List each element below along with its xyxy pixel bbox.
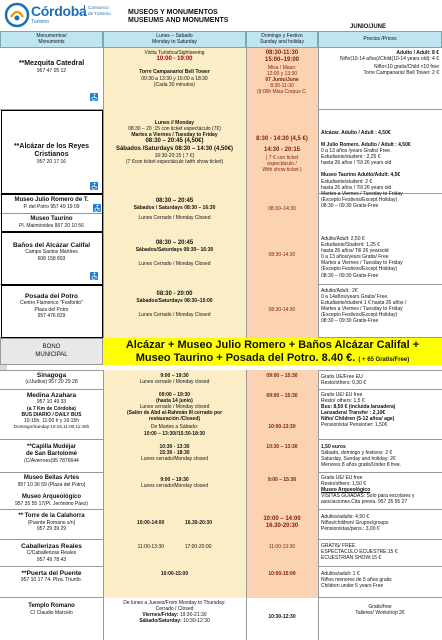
banos-wk-line: Lunes Cerrado / Monday Closed [138,261,211,268]
caballerizas-addr: C/Caballerizas Reales [26,550,77,557]
bellas-price-line: Museo Arqueológico [321,487,371,494]
col-header-monuments-en: Monuments [38,38,65,45]
posada-weekday-cell [103,285,246,338]
banos-price-line: Estudiante/Student: 1,25 € [321,242,380,249]
banos-sun-line: 08:30-14:30 [268,252,296,258]
calahorra-weekday-cell [103,510,246,540]
julio-name: Museo Julio Romero de T. [14,197,89,203]
templo-wk-line: Cerrado / Closed [155,606,194,613]
capilla-sun-line: 10:30 – 13:30 [266,444,298,450]
posada-addr2: Plaza del Potro [34,306,69,313]
posada-price-line: Martes a Viernes / Tuesday to Friday [321,306,403,313]
banos-addr: Campo Santos Mártires [25,249,78,256]
capilla-name-cell [0,440,103,473]
banos-price-line: Adulto/Adult: 2,50 € [321,236,365,242]
bono-label-2: MUNICIPAL [35,351,68,358]
alcazar-price-line: hasta 26 años / Till 26 years old [321,160,392,167]
posada-price-cell [318,285,442,338]
banos-price-cell [318,232,442,285]
arqueologico-name: Museo Arqueológico [21,493,82,500]
templo-wk-line: Viernes/Friday: [142,612,179,619]
logo-word: Córdoba [31,3,87,19]
alcazar-price-cell [318,110,442,230]
templo-sunday-cell [246,598,318,640]
title-es: MUSEOS Y MONUMENTOS [128,9,218,16]
alcazar-price-line: Estudiante/student: 2 € [321,178,373,185]
medina-name-cell [0,390,103,440]
mezquita-wk-hours: 10:00 - 19:00 [156,56,193,63]
banos-sunday-cell [246,232,318,285]
col-header-prices-label: Precios /Prices [363,35,397,42]
mezquita-weekday-cell [103,48,246,110]
mezquita-phone: 957 47 05 12 [36,68,67,75]
bono-text-cell [103,338,442,365]
capilla-price-line: 1,50 euros [321,444,346,450]
sinagoga-name: Sinagoga [36,372,67,379]
banos-price-line: (Excepto Festivos/Except Holiday) [321,266,398,273]
alcazar-wk-line: 08:30 – 20:45 (4,50€) [145,138,204,145]
caballerizas-price-line: ESPECTACULO ECUESTRE:15 € [321,549,398,556]
bellas-weekday-cell [103,473,246,510]
caballerizas-wk-morning: 11:00-13:30 [137,544,164,550]
alcazar-wk-line: 16:30-20:15 ( 7 €) [154,152,195,159]
templo-wk-line: 19:30-21:30 [179,612,207,619]
bellas-name: Museo Bellas Artes [23,475,80,481]
caballerizas-wk-afternoon: 17:00-20:00 [184,544,212,550]
bono-text: Alcázar + Museo Julio Romero + Baños Alcázar Califal + Museo Taurino + Posada del Potro. 8.40 €. [125,339,420,365]
caballerizas-name: Caballerizas Reales [21,543,82,550]
calahorra-price-cell [318,510,442,540]
alcazar-sun-line: 14:30 - 20:15 [263,147,301,154]
wheelchair-access-icon [93,204,101,212]
banos-price-line: 0 a 13 años/years Gratis/ Free [321,254,389,261]
capilla-name-2: de San Bartolomé [25,450,77,457]
mezquita-sun-line: 15:00–19:00 [264,57,300,64]
alcazar-price-line: hasta 26 años / Till 26 years old [321,184,392,191]
medina-price-line: Pensionista/ Pensioner: 1,50€ [321,422,388,429]
banos-price-line: Martes a Viernes / Tuesday to Friday [321,260,403,267]
calahorra-addr: (Puente Romano s/n) [27,519,76,526]
alcazar-name: **Alcázar de los Reyes Cristianos [13,143,90,159]
posada-addr: Centro Flamenco "Fosforito" [20,300,83,307]
medina-wk-line: (hasta 14 junio) [156,398,193,405]
sinagoga-price-cell [318,370,442,390]
templo-name-cell [0,598,103,640]
mezquita-name: **Mezquita Catedral [18,60,85,67]
medina-wk-line: (Salón de Abd al-Rahmán III cerrado por [126,410,223,417]
posada-price-line: Estudiante/student 1 € hasta 26 años / [321,300,407,307]
posada-name: Posada del Potro [24,293,79,300]
puerta-price-line: Niños menores de 5 años gratis [321,577,392,584]
caballerizas-name-cell [0,540,103,567]
sinagoga-wk-line: 9:00 – 19:30 [160,373,189,379]
mezquita-wk-line: Visita Turística/Sightseeing [144,50,205,56]
alcazar-price-line: Alcázar. Adulto / Adult : 4,50€ [321,130,391,136]
wheelchair-access-icon [90,272,98,280]
medina-bus-title: BUS DIARIO / DAILY BUS [21,411,82,418]
mezquita-sun-line: 08:30-11:30 [265,50,299,56]
mezquita-sun-line: Misa / Mass: [267,64,297,71]
templo-name: Templo Romano [28,603,75,609]
posada-phone: 957 476 829 [37,312,66,319]
title-en: MUSEUMS AND MONUMENTS [128,16,229,24]
sinagoga-wk-line: Lunes cerrado / Monday closed [139,379,210,386]
calahorra-wk-afternoon: 16.30-20:30 [185,520,212,526]
sinagoga-name-cell [0,370,103,390]
posada-price-line: 0 a 14años/years Gratis/ Free. [321,294,389,301]
alcazar-price-line: M Julio Romero. Adulto / Adult : 4,50€ [321,142,411,149]
banos-wk-line: 08:30 – 20:45 [155,240,194,246]
mezquita-sun-line: 12:00 y 13:30 [266,70,298,77]
banos-price-line: 08:30 – 09:30 Gratis-Free [321,272,379,279]
medina-sun-line: 10:00-13:30 [268,424,296,431]
mezquita-price-line: Adulto / Adult: 8 € [396,50,439,56]
caballerizas-phone: 957 49 78 43 [36,556,67,563]
medina-bus-sunday: Domingo/Sunday:10:15,11:00,11:45h [13,423,90,429]
templo-weekday-cell [103,598,246,640]
arqueologico-phone: 957 35 55 17(Pl. Jerónimo Páez) [14,500,89,507]
posada-wk-line: Lunes Cerrado / Monday Closed [138,312,211,319]
mezquita-price-line: Torre Campanario/ Bell Tower: 2 € [363,70,439,77]
col-header-weekday-en: Monday to Saturday [152,38,197,45]
calahorra-price-line: Niños/children/ Grupos/groups [321,520,389,527]
logo-tag: Turismo [31,19,49,25]
banos-name: Baños del Alcázar Califal [12,242,91,249]
medina-price-line: Gratis UE/ EU free [321,392,363,398]
grid-line [103,48,104,338]
puerta-price-line: Children under 5 years Free [321,583,384,590]
mezquita-wk-tower-hours: 09:30 a 13:30 y 16:00 a 18:30 [141,75,208,82]
posada-price-line: Adulto/Adult.: 2€ [321,288,358,294]
medina-price-cell [318,390,442,440]
bono-label-1: BONO [42,344,61,350]
bellas-price-line: Resto/others: 1,50 € [321,481,367,488]
taurino-addr: Pl. Maimónides 957 20 10 56 [19,222,84,229]
alcazar-wk-line: 08:30 – 14:30 (4,50€) [174,145,234,152]
templo-wk-line: 10:30-12:30 [183,618,210,625]
taurino-sunday-cell [246,194,318,232]
banos-phone: 608 158 893 [37,255,66,262]
medina-sunday-cell [246,390,318,440]
mezquita-sunday-cell [246,48,318,110]
caballerizas-sun-line: 11:00-13:30 [268,544,296,550]
bono-free: ( + 65 Gratis/Free) [358,357,410,364]
mezquita-wk-tower: Torre Campanario/ Bell Tower [139,69,210,76]
mezquita-sun-line: (9:00h Misa Corpus C. [256,89,308,95]
medina-bus-times: 10:15h, 11:00 h y 16:15h [24,417,79,424]
posada-price-line: 08:30 – 09:30 Gratis-Free [321,318,379,325]
caballerizas-sunday-cell [246,540,318,567]
bono-label [0,338,103,365]
templo-price-line: Gratis/free [368,604,392,610]
grid-line [103,370,104,640]
alcazar-phone: 957 20 17 16 [36,159,67,166]
taurino-weekday-cell [103,194,246,232]
bellas-price-line: Gratis UE/ EU free [321,475,363,481]
alcazar-name-cell [0,110,103,194]
templo-price-cell [318,598,442,640]
mezquita-price-cell [318,48,442,110]
sinagoga-sunday-cell [246,370,318,390]
calahorra-sun-line: 10:00 – 14:00 [263,516,301,522]
capilla-price-line: Sábado, domingo y festivos: 2 € [321,450,393,457]
banos-price-line: hasta 26 años/ Till 26 yearsold [321,248,389,255]
capilla-price-line: Menores 8 años gratis/Under 8 free. [321,462,402,469]
alcazar-wk-line: Sábados /Saturdays [115,145,174,152]
banos-wk-line: Sábados/Saturdays 08:30– 16:30 [135,247,214,254]
puerta-price-cell [318,567,442,598]
medina-name: Medina Azahara [26,392,77,399]
bellas-wk-line: 9:00 – 19:30 [160,477,189,483]
templo-addr: C/ Claudio Marcelo [30,609,73,616]
medina-price-line: Niño/ Children (5-12 años/ age) [321,416,395,423]
caballerizas-price-line: GRATIS/ FREE [321,543,356,549]
caballerizas-price-line: ECUESTRIAN SHOW:15 € [321,555,382,562]
puerta-name-cell [0,567,103,598]
col-header-sunday [246,31,318,48]
posada-price-line: (Excepto Festivos/Except Holiday) [321,312,398,319]
bellas-sunday-cell [246,473,318,510]
taurino-wk-line: Sábados / Saturdays 08:30 – 16:30 [133,205,216,212]
puerta-wk-line: 10:00-15:00 [160,571,189,577]
taurino-wk-line: Lunes Cerrado / Monday Closed [138,215,211,222]
alcazar-wk-line: Martes a Viernes / Tuesday to Friday [131,132,218,139]
mezquita-wk-tower-freq: (Cada 30 minutos) [153,81,196,88]
mezquita-price-line: Niño<10 gratis/Child <10 free [373,64,439,71]
puerta-sun-line: 10:00-15:00 [268,571,296,577]
caballerizas-weekday-cell [103,540,246,567]
bellas-price-line: asociaciones.Cita previa. 957 35 55 27 [321,499,408,506]
alcazar-sunday-cell [246,110,318,194]
capilla-weekday-cell [103,440,246,473]
puerta-price-line: Adultos/adult: 1 € [321,571,360,577]
calahorra-name-cell [0,510,103,540]
mezquita-price-line: Niño(10-14 años)/Child(10-14 years old): 4 € [340,56,439,63]
grid-line [246,370,247,640]
medina-weekday-cell [103,390,246,440]
capilla-phone: (C/Averroes)95 7876644 [24,457,79,464]
medina-phone: 957 10 49 33 [36,399,67,406]
grid-line [318,48,319,338]
calahorra-price-line: Pensionistas/pens.: 3,00 € [321,526,380,533]
templo-wk-line: Sábado/Saturday: [139,618,182,625]
banos-name-cell [0,232,103,285]
puerta-phone: 957 10 17 74. Plza. Triunfo. [20,577,83,584]
puerta-weekday-cell [103,567,246,598]
calahorra-sunday-cell [246,510,318,540]
alcazar-price-line: Estudiante/student : 2,25 € [321,154,381,161]
caballerizas-price-cell [318,540,442,567]
julio-addr: P. del Potro 957 49 19 09 [23,203,80,210]
calahorra-sun-line: 16.30-20:30 [265,523,299,530]
puerta-name: **Puerta del Puente [21,570,82,577]
medina-price-line: Resto/ others: 1,5 € [321,398,365,405]
puerta-sunday-cell [246,567,318,598]
medina-price-line: Lanzadera/ Transfer : 2,10€ [321,410,386,417]
posada-wk-line: 08:30 - 20:00 [156,291,193,297]
cordoba-logo-icon [4,2,30,28]
alcazar-sun-line: ( 7 € con ticket [265,154,299,161]
capilla-price-cell [318,440,442,473]
alcazar-price-line: Museo Taurino Adulto/Adult: 4,5€ [321,172,401,179]
sinagoga-price-line: Resto/others: 0,30 € [321,380,367,387]
alcazar-sun-line: espectáculo / [267,160,297,167]
col-header-monuments [0,31,103,48]
capilla-wk-line: Lunes cerrado/Monday closed [141,456,208,463]
mezquita-sun-line: 8:30-11:30 [270,82,294,89]
alcazar-sun-line: With show ticket ) [262,166,302,173]
banos-weekday-cell [103,232,246,285]
alcazar-price-line: 0 a 13 años /years Gratis/ Free. [321,148,392,155]
alcazar-sun-line: 8:30 - 14:30 (4,5 €) [256,136,308,142]
wheelchair-access-icon [90,93,98,101]
medina-sun-line: 09:00 – 15:30 [266,393,298,399]
wheelchair-access-icon [90,182,98,190]
capilla-name: **Capilla Mudéjar [26,444,76,450]
col-header-monuments-es: Monumentos/ [36,32,67,39]
bellas-wk-line: Lunes cerrado/Monday closed [141,483,208,490]
capilla-wk-line: 10:30 - 13:30 [159,444,190,450]
sinagoga-price-line: Gratis UE/Free EU [321,374,363,380]
header [0,0,442,31]
sinagoga-sun-line: 09:00 – 15:30 [266,373,298,379]
grid-line [318,370,319,640]
medina-wk-line: 10:00 – 13:30//15:30-18:30 [143,430,206,437]
calahorra-name: ** Torre de la Calahorra [18,513,85,519]
templo-wk-line: De lunes a Jueves/From Monday to Thursday: [123,600,226,606]
posada-wk-line: Sábados/Saturdays 08:30–15:00 [136,298,213,305]
month-label: JUNIO/JUNE [350,24,387,30]
posada-name-cell [0,285,103,338]
col-header-weekday-es: Lunes – Sabado [156,32,193,39]
bellas-price-line: VISITAS GUIADAS: Solo para escolares y [321,493,415,500]
julio-name-cell [0,194,103,213]
sinagoga-phone: (c/Judios) 957 20 29 28 [25,379,78,386]
col-header-weekday [103,31,246,48]
alcazar-wk-line: (7 €con ticket espectáculo /with show ticket) [125,159,224,165]
medina-km: (a 7 Km de Córdoba) [27,405,76,412]
alcazar-wk-line: Lunes // Monday [154,120,195,126]
alcazar-weekday-cell [103,110,246,194]
medina-wk-line: De Martes a Sábado: [150,424,199,431]
alcazar-price-line: 08:30 – 09:30 Gratis-Free [321,202,379,209]
templo-sun-line: 10:30-12:30 [268,614,296,620]
alcazar-price-line: (Excepto Festivos/Except Holiday) [321,196,398,203]
sinagoga-weekday-cell [103,370,246,390]
capilla-sunday-cell [246,440,318,473]
mezquita-name-cell [0,48,103,110]
medina-price-line: Bus: 8,50 € (incluida lanzadera) [321,404,396,411]
medina-wk-line: restauración /Closed) [148,416,201,423]
medina-wk-line: Lunes cerrado / Monday closed [139,404,210,411]
capilla-price-line: Saturday, Sunday and holiday: 2€ [321,456,396,463]
mezquita-sun-line: 07 Junio/June [265,76,299,83]
col-header-sunday-en: Sunday and holiday [260,38,304,45]
taurino-wk-line: 08:30 – 20:45 [155,198,194,204]
bellas-phone: 957 10 36 59 (Plaza del Potro) [17,481,86,488]
page-title [128,9,228,24]
col-header-sunday-es: Domingo y Festivo [261,32,303,39]
grid-line [246,48,247,338]
logo-subtitle: Consorcio de Turismo [84,5,114,16]
col-header-prices [318,31,442,48]
bellas-name-cell [0,473,103,510]
capilla-wk-line: 15:30 - 18:30 [159,450,190,457]
alcazar-wk-line: 08:30 – 20 :15 con ticket espectáculo (7€) [128,126,221,133]
calahorra-wk-morning: 10:00-14:00 [137,520,165,526]
posada-sun-line: 08:30-14:30 [268,307,296,313]
taurino-name: Museo Taurino [30,216,73,222]
taurino-name-cell [0,214,103,232]
posada-sunday-cell [246,285,318,338]
calahorra-price-line: Adultos/adults: 4,50 € [321,514,370,520]
taurino-sun-line: 08:30–14:30 [268,206,296,212]
templo-price-line: Talleres/ Workshop 2€ [355,610,405,617]
bellas-sun-line: 9:00 – 15:30 [267,477,297,483]
medina-wk-line: 09:00 – 19:30 [158,392,191,398]
alcazar-price-line: Martes a Viernes / Tuesday to Friday [321,190,403,197]
calahorra-phone: 957 29 39 29 [36,525,67,532]
bellas-price-cell [318,473,442,510]
